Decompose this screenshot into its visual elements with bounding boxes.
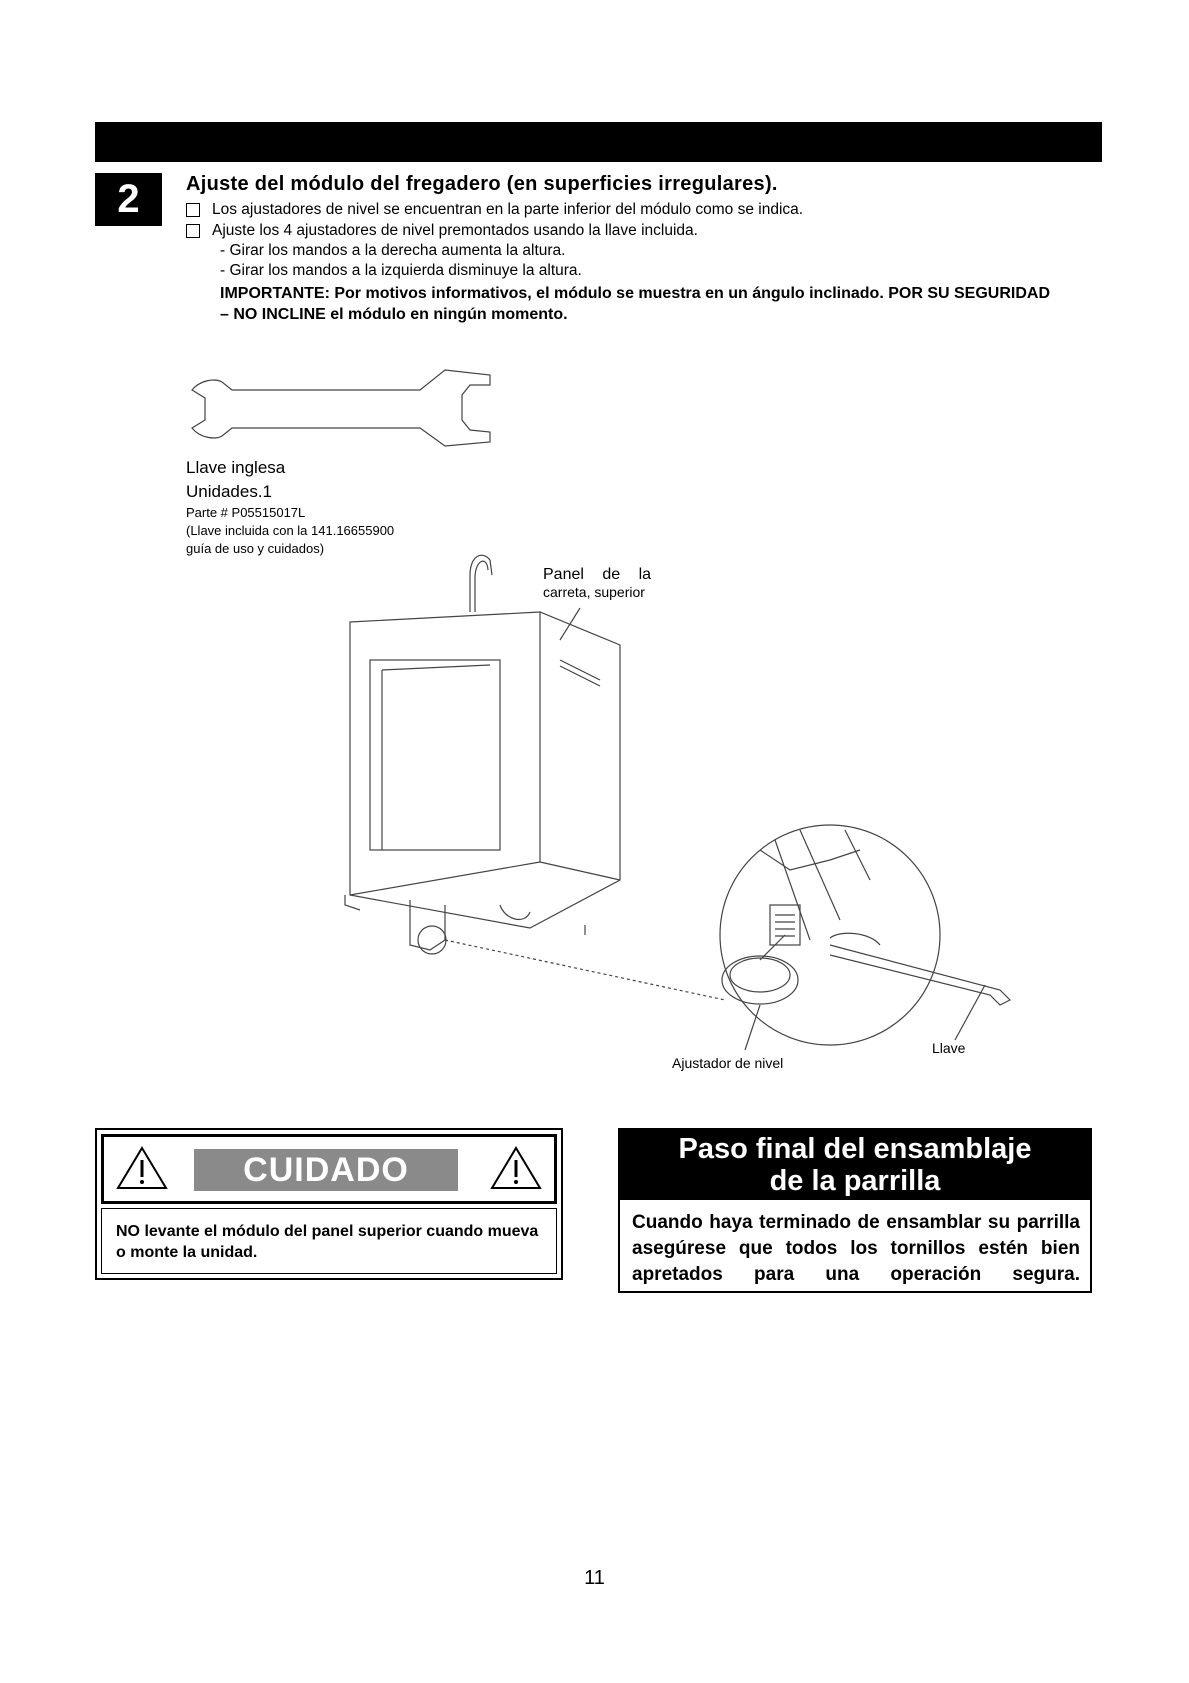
important-note: IMPORTANTE: Por motivos informativos, el módulo se muestra en un ángulo inclinado. POR SU SEGURIDAD – NO INCLINE el módulo en ningún momento.: [220, 285, 1051, 323]
bullet-text: Ajuste los 4 ajustadores de nivel premontados usando la llave incluida.: [212, 222, 698, 239]
warning-triangle-icon: [490, 1145, 542, 1191]
bullet-text: Los ajustadores de nivel se encuentran en la parte inferior del módulo como se indica.: [212, 201, 804, 218]
sink-cabinet-icon: [345, 555, 725, 1000]
instruction-subline: - Girar los mandos a la derecha aumenta la altura.: [220, 242, 566, 259]
final-step-text: Cuando haya terminado de ensamblar su parrilla asegúrese que todos los tornillos estén bien apretados para una operación segura.: [632, 1212, 1080, 1285]
page-number: 11: [584, 1567, 605, 1589]
wrench-name: Llave inglesa: [186, 458, 286, 477]
warning-triangle-icon: [116, 1145, 168, 1191]
panel-label-line2: carreta, superior: [543, 584, 645, 600]
step-number-badge: 2: [95, 173, 162, 226]
caution-title: CUIDADO: [194, 1149, 458, 1191]
wrench-part-number: Parte # P05515017L: [186, 505, 306, 520]
panel-label: Panel de la: [543, 566, 652, 583]
wrench-units: Unidades.1: [186, 482, 273, 501]
final-heading-line2: de la parrilla: [769, 1165, 941, 1197]
final-heading-line1: Paso final del ensamblaje: [678, 1133, 1032, 1165]
final-step-heading: [620, 1130, 1090, 1200]
wrench-icon: [192, 370, 490, 446]
caution-text: NO levante el módulo del panel superior cuando mueva o monte la unidad.: [101, 1208, 557, 1274]
instruction-subline: - Girar los mandos a la izquierda disminuye la altura.: [220, 262, 582, 279]
key-label: Llave: [932, 1040, 966, 1056]
final-step-box: [618, 1128, 1092, 1293]
leveling-adjuster-detail-icon: [720, 825, 1010, 1050]
caution-header: [101, 1134, 557, 1204]
step-title: Ajuste del módulo del fregadero (en superficies irregulares).: [186, 173, 778, 195]
caution-box: [95, 1128, 563, 1280]
wrench-note-line1: (Llave incluida con la 141.16655900: [186, 523, 395, 538]
wrench-note-line2: guía de uso y cuidados): [186, 541, 325, 556]
adjuster-label: Ajustador de nivel: [672, 1055, 784, 1071]
